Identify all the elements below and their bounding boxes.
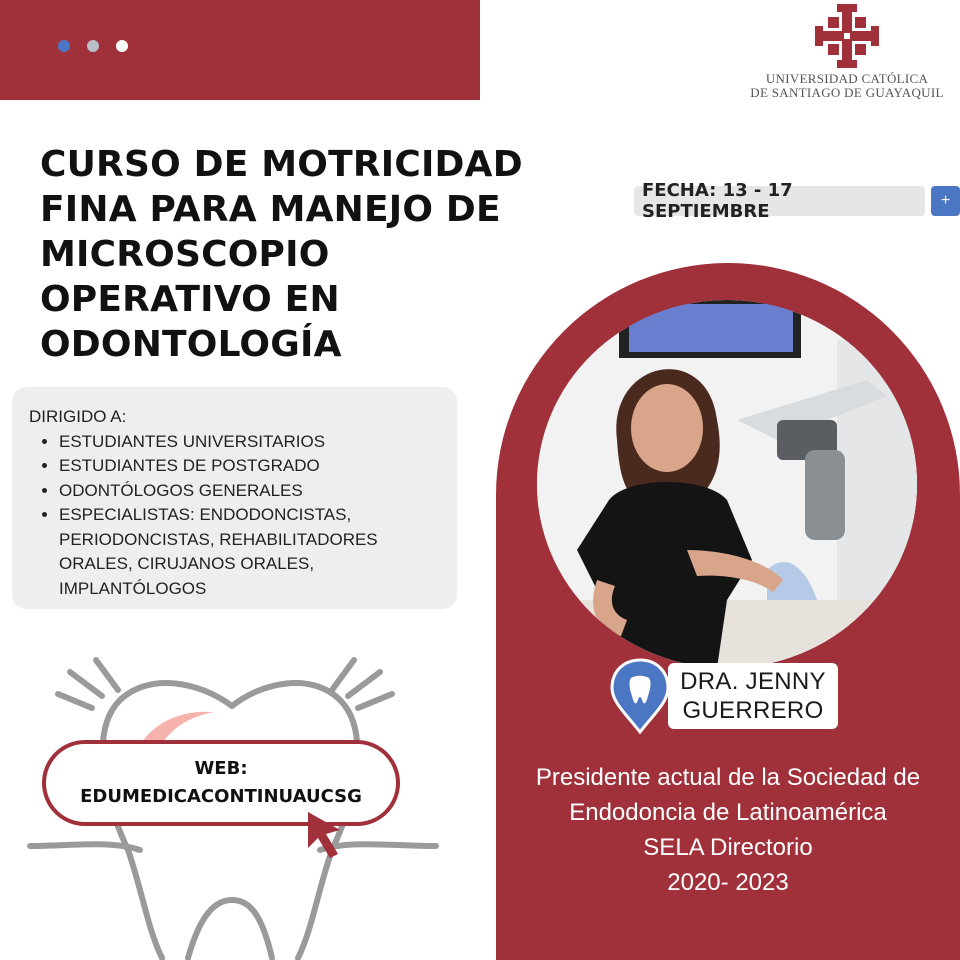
title-line-5: ODONTOLOGÍA: [40, 324, 342, 365]
plus-button[interactable]: +: [931, 186, 960, 216]
speaker-name-card: [668, 663, 838, 729]
speaker-photo: [537, 300, 917, 668]
course-title: [40, 142, 560, 367]
date-row: [634, 180, 960, 222]
dot-grey: [87, 40, 99, 52]
logo-text: [740, 72, 954, 100]
dot-blue: [58, 40, 70, 52]
header-band: [0, 0, 480, 100]
logo-line-2: DE SANTIAGO DE GUAYAQUIL: [750, 85, 944, 100]
audience-panel: [12, 387, 457, 609]
bio-line-1: Presidente actual de la Sociedad de: [535, 764, 921, 791]
tooth-location-pin-icon: [608, 658, 672, 734]
audience-item: • ESPECIALISTAS: ENDODONCISTAS, PERIODONCISTAS, REHABILITADORES ORALES, CIRUJANOS ORALES, IMPLANTÓLOGOS: [59, 503, 441, 601]
web-label: WEB:: [194, 758, 248, 779]
bio-line-2: Endodoncia de Latinoamérica: [569, 799, 887, 826]
speaker-name-line-1: DRA. JENNY: [680, 668, 826, 695]
date-label: FECHA: 13 - 17 SEPTIEMBRE: [634, 186, 925, 216]
university-logo: [740, 4, 954, 104]
window-dots: [58, 40, 128, 52]
audience-item: • ESTUDIANTES UNIVERSITARIOS: [59, 430, 441, 455]
web-value: EDUMEDICACONTINUAUCSG: [80, 786, 362, 807]
speaker-name-line-2: GUERRERO: [682, 697, 824, 724]
title-line-1: CURSO DE MOTRICIDAD: [40, 144, 523, 185]
cursor-arrow-icon: [300, 808, 346, 862]
audience-item: • ODONTÓLOGOS GENERALES: [59, 479, 441, 504]
title-line-4: OPERATIVO EN: [40, 279, 340, 320]
logo-line-1: UNIVERSIDAD CATÓLICA: [765, 71, 929, 86]
audience-list: [29, 430, 441, 602]
speaker-bio: [496, 760, 960, 900]
website-pill[interactable]: [42, 740, 400, 826]
audience-item: • ESTUDIANTES DE POSTGRADO: [59, 454, 441, 479]
title-line-2: FINA PARA MANEJO DE: [40, 189, 501, 230]
title-line-3: MICROSCOPIO: [40, 234, 330, 275]
audience-heading: DIRIGIDO A:: [29, 407, 127, 426]
bio-line-4: 2020- 2023: [667, 869, 789, 896]
bio-line-3: SELA Directorio: [643, 834, 813, 861]
cross-emblem-icon: [815, 4, 879, 68]
dot-white: [116, 40, 128, 52]
